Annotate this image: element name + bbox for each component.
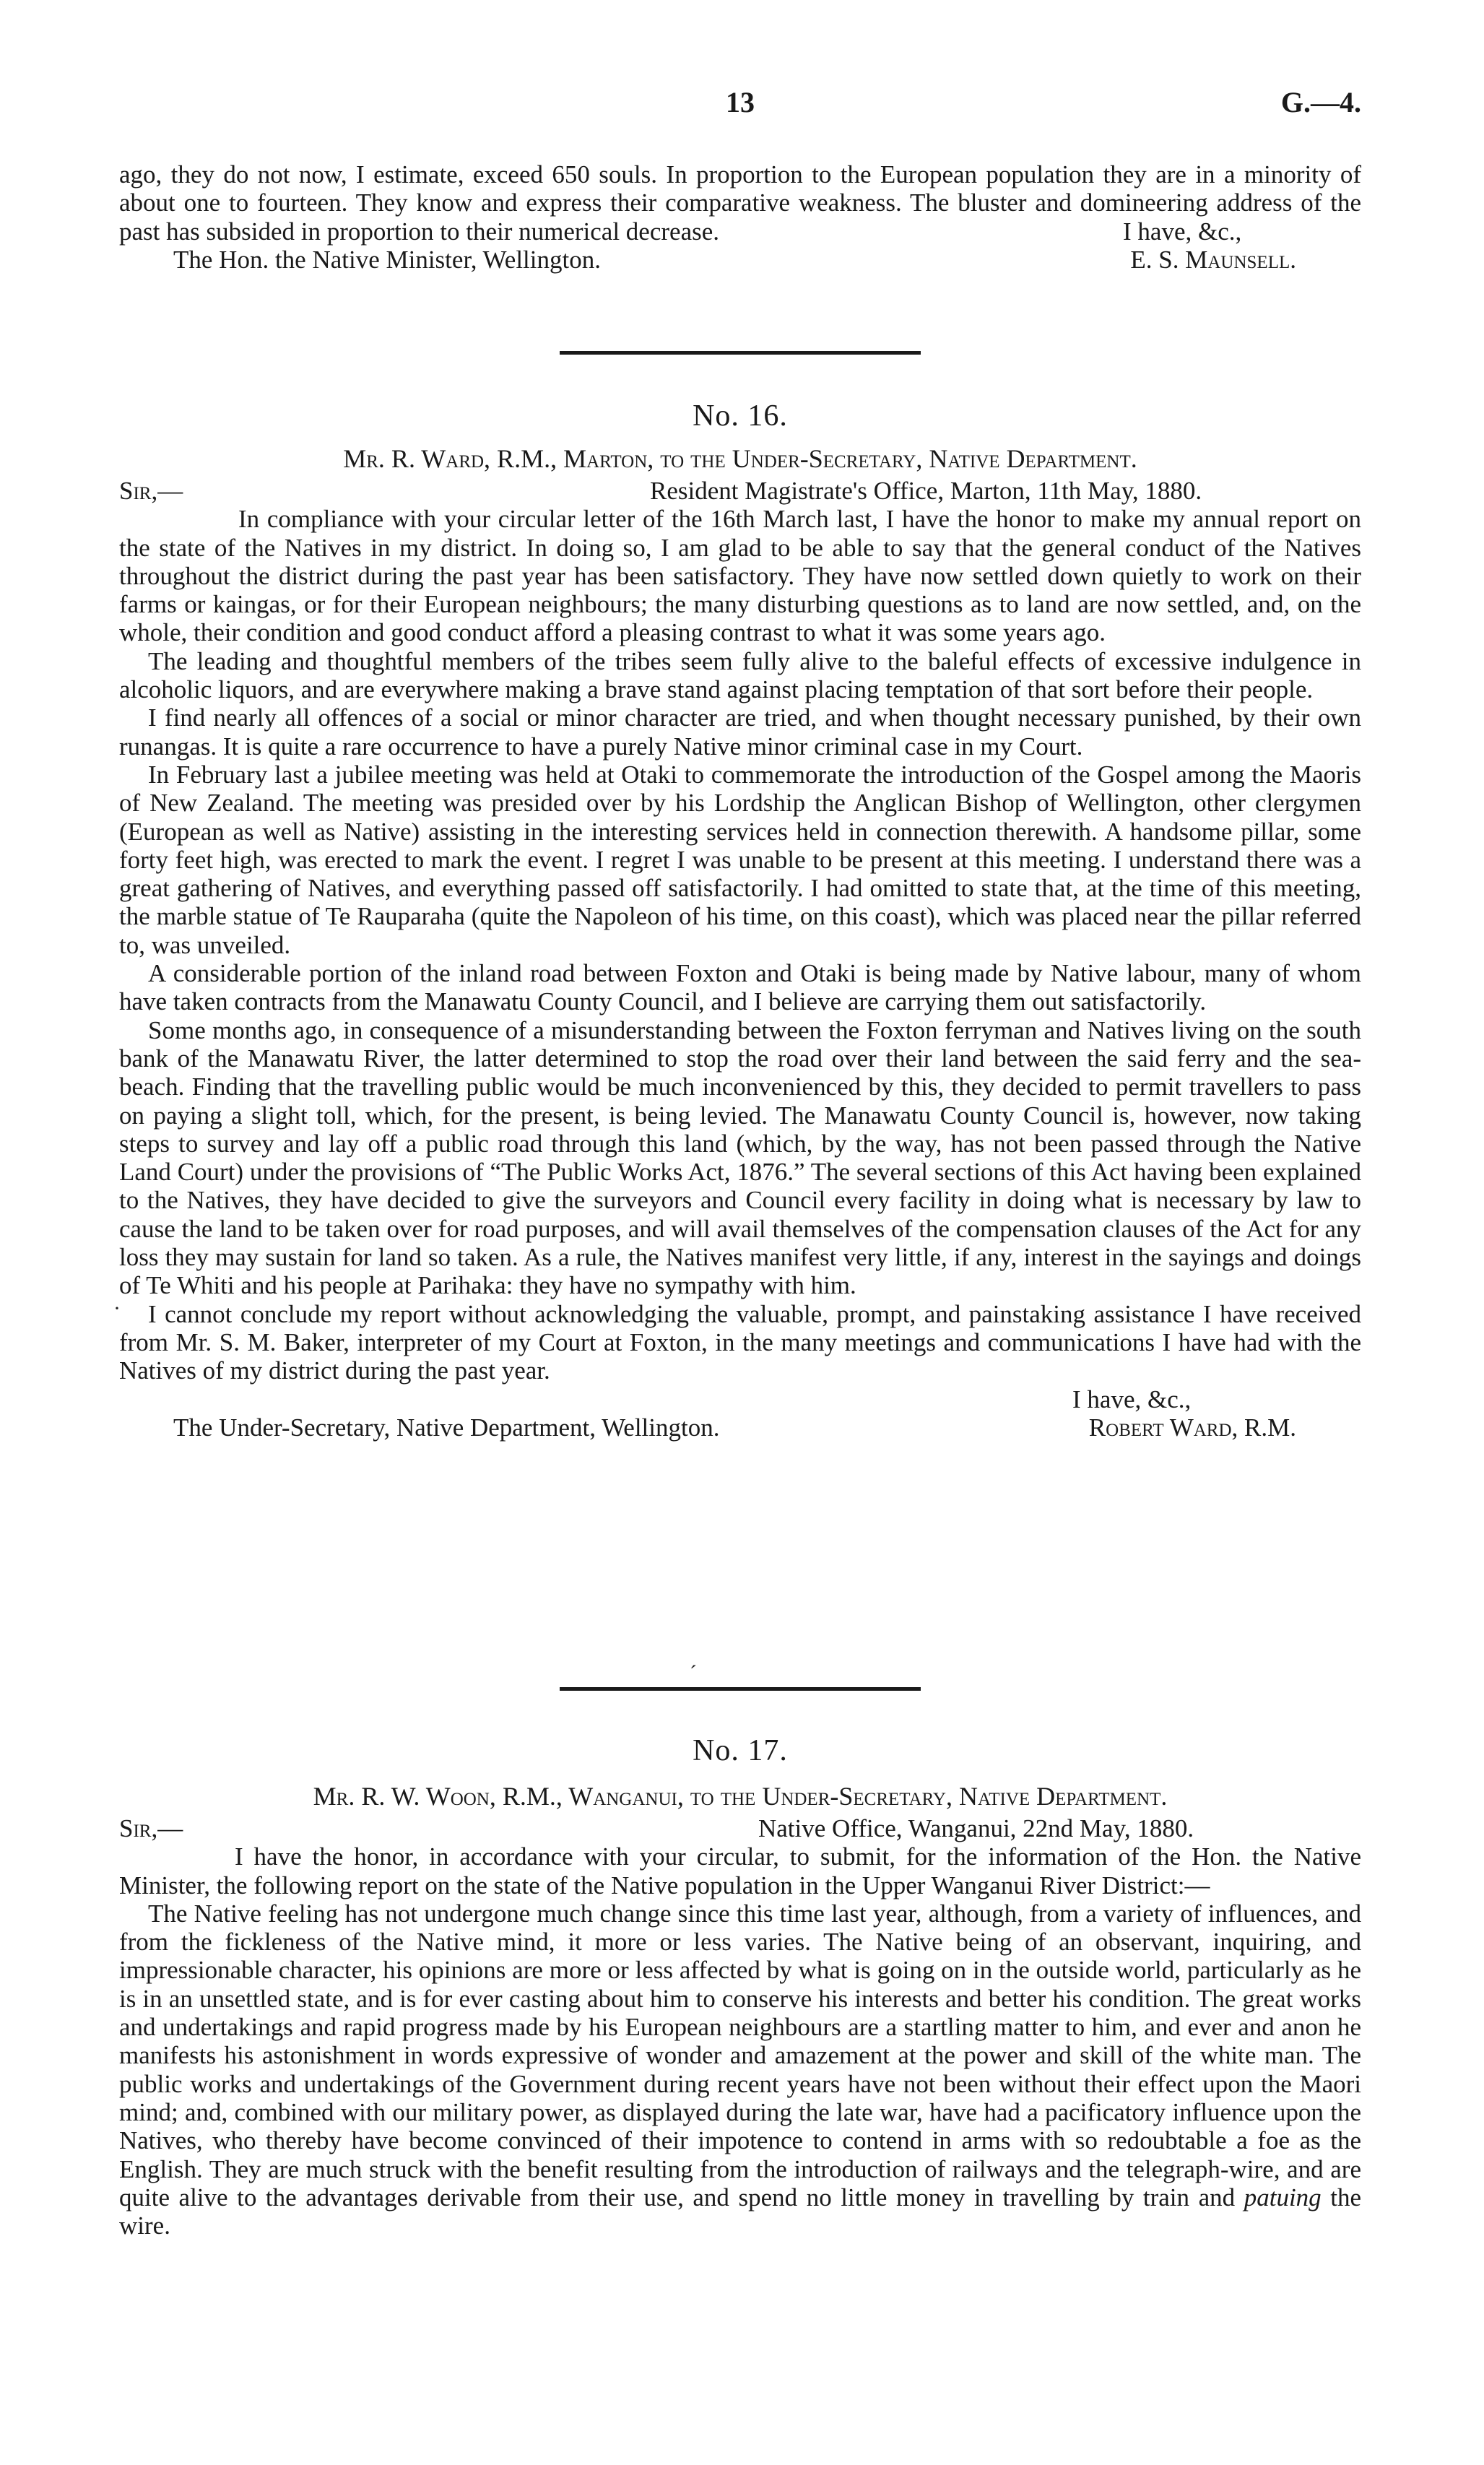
signoff-row bbox=[119, 1413, 1361, 1442]
section-title-no16: No. 16. bbox=[693, 399, 788, 433]
signature: E. S. Maunsell. bbox=[1130, 246, 1296, 274]
page-number: 13 bbox=[726, 86, 755, 118]
paragraph-text: The Native feeling has not undergone much change since this time last year, although, from a variety of influences, and from the fickleness of the Native mind, it more or less varies. The Native being of an observant, inquiring, and impressionable character, his opinions are more or less affected by what is going on in the outside world, particularly as he is in an unsettled state, and is for ever casting about him to conserve his interests and better his condition. The great works and undertakings and rapid progress made by his European neighbours are a startling matter to him, and ever and anon he manifests his astonishment in words expressive of wonder and amazement at the power and skill of the white man. The public works and undertakings of the Government during recent years have not been without their effect upon the Maori mind; and, combined with our military power, as displayed during the late war, have had a pacificatory influence upon the Natives, who thereby have become convinced of their impotence to contend in arms with so redoubtable a foe as the English. They are much struck with the benefit resulting from the introduction of railways and the telegraph-wire, and are quite alive to the advantages derivable from their use, and spend no little money in travelling by train and bbox=[119, 1899, 1361, 2211]
continuation-paragraph: ago, they do not now, I estimate, exceed 650 souls. In proportion to the European population they are in a minority of about one to fourteen. They know and express their comparative weakness. The bluster and domineering address of the past has subsided in proportion to their numerical decrease. bbox=[119, 160, 1361, 246]
paragraph: In February last a jubilee meeting was held at Otaki to commemorate the introduction of the Gospel among the Maoris of New Zealand. The meeting was presided over by his Lordship the Anglican Bishop of Wellington, other clergymen (European as well as Native) assisting in the interesting services held in connection therewith. A handsome pillar, some forty feet high, was erected to mark the event. I regret I was unable to be present at this meeting. I understand there was a great gathering of Natives, and everything passed off satisfactorily. I had omitted to state that, at the time of this meeting, the marble statue of Te Rauparaha (quite the Napoleon of his time, on this coast), which was placed near the pillar referred to, was unveiled. bbox=[119, 760, 1361, 959]
page-header bbox=[119, 85, 1361, 129]
paragraph bbox=[119, 1899, 1361, 2240]
paragraph: I cannot conclude my report without acknowledging the valuable, prompt, and painstaking assistance I have received from Mr. S. M. Baker, interpreter of my Court at Foxton, in the many meetings and communications I have had with the Natives of my district during the past year. bbox=[119, 1299, 1361, 1385]
stray-dot: · bbox=[113, 1296, 121, 1320]
dateline: Native Office, Wanganui, 22nd May, 1880. bbox=[758, 1814, 1194, 1842]
stray-mark: ˊ bbox=[690, 1661, 697, 1685]
salutation-row bbox=[119, 1814, 1361, 1842]
letter-heading-no16: Mr. R. Ward, R.M., Marton, to the Under-Secretary, Native Department. bbox=[343, 444, 1137, 473]
continuation-signoff-row bbox=[119, 246, 1361, 274]
paragraph-tail: the wire. bbox=[119, 2183, 1362, 2240]
dateline: Resident Magistrate's Office, Marton, 11th May, 1880. bbox=[650, 477, 1202, 505]
signature: Robert Ward, R.M. bbox=[1088, 1413, 1296, 1442]
section-divider bbox=[560, 351, 921, 355]
continuation-closing-row bbox=[119, 217, 1361, 246]
paragraph: I find nearly all offences of a social or minor character are tried, and when thought necessary punished, by their own runangas. It is quite a rare occurrence to have a purely Native minor criminal case in my Court. bbox=[119, 703, 1361, 761]
paragraph: I have the honor, in accordance with your circular, to submit, for the information of the Hon. the Native Minister, the following report on the state of the Native population in the Upper Wanganui River District:— bbox=[119, 1842, 1361, 1899]
paragraph: In compliance with your circular letter of the 16th March last, I have the honor to make my annual report on the state of the Natives in my district. In doing so, I am glad to be able to say that the general conduct of the Natives throughout the district during the past year has been satisfactory. They have now settled down quietly to work on their farms or kaingas, or for their European neighbours; the many disturbing questions as to land are now settled, and, on the whole, their condition and good conduct afford a pleasing contrast to what it was some years ago. bbox=[119, 505, 1361, 647]
letter-no17 bbox=[119, 1814, 1361, 2240]
continuation-section bbox=[119, 160, 1361, 274]
italic-word: patuing bbox=[1244, 2183, 1322, 2211]
paragraph: Some months ago, in consequence of a misunderstanding between the Foxton ferryman and Natives living on the south bank of the Manawatu River, the latter determined to stop the road over their land between the said ferry and the sea-beach. Finding that the travelling public would be much inconvenienced by this, they decided to permit travellers to pass on paying a slight toll, which, for the present, is being levied. The Manawatu County Council is, however, now taking steps to survey and lay off a public road through this land (which, by the way, has not been passed through the Native Land Court) under the provisions of “The Public Works Act, 1876.” The several sections of this Act having been explained to the Natives, they have decided to give the surveyors and Council every facility in doing what is necessary by law to cause the land to be taken over for road purposes, and will avail themselves of the compensation clauses of the Act for any loss they may sustain for land so taken. As a rule, the Natives manifest very little, if any, interest in the sayings and doings of Te Whiti and his people at Parihaka: they have no sympathy with him. bbox=[119, 1015, 1361, 1300]
salutation-row bbox=[119, 477, 1361, 505]
salutation: Sir,— bbox=[119, 1814, 183, 1842]
addressee: The Hon. the Native Minister, Wellington. bbox=[173, 246, 601, 274]
paragraph: A considerable portion of the inland road between Foxton and Otaki is being made by Native labour, many of whom have taken contracts from the Manawatu County Council, and I believe are carrying them out satisfactorily. bbox=[119, 959, 1361, 1016]
section-divider bbox=[560, 1687, 921, 1691]
letter-no16 bbox=[119, 477, 1361, 1442]
letter-heading-no17: Mr. R. W. Woon, R.M., Wanganui, to the Under-Secretary, Native Department. bbox=[313, 1782, 1168, 1811]
addressee: The Under-Secretary, Native Department, Wellington. bbox=[173, 1413, 720, 1442]
closing-phrase: I have, &c., bbox=[1072, 1385, 1192, 1413]
series-code: G.—4. bbox=[1280, 86, 1361, 118]
closing-phrase: I have, &c., bbox=[1123, 217, 1242, 246]
salutation: Sir,— bbox=[119, 477, 183, 505]
paragraph: The leading and thoughtful members of the tribes seem fully alive to the baleful effects of excessive indulgence in alcoholic liquors, and are everywhere making a brave stand against placing temptation of that sort before their people. bbox=[119, 646, 1361, 704]
closing-row bbox=[119, 1385, 1361, 1413]
section-title-no17: No. 17. bbox=[693, 1734, 788, 1767]
document-page bbox=[113, 0, 1362, 2465]
